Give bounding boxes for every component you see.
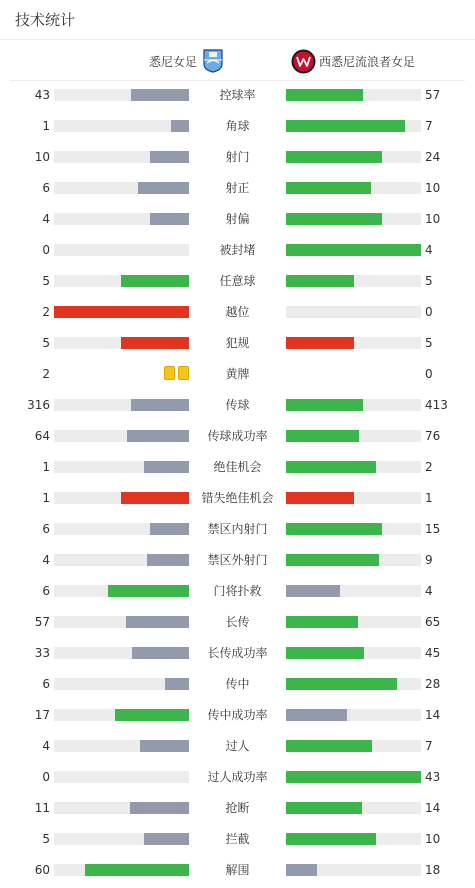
home-value: 5 — [42, 832, 50, 846]
stat-label: 被封堵 — [219, 243, 256, 257]
stat-row — [0, 116, 475, 136]
away-bar-fill — [286, 213, 382, 225]
home-bar-track — [54, 647, 189, 659]
home-bar-fill — [144, 833, 189, 845]
stat-label: 过人 — [225, 739, 250, 753]
home-value: 2 — [42, 305, 50, 319]
home-bar-track — [54, 244, 189, 256]
away-bar-fill — [286, 337, 354, 349]
home-value: 5 — [42, 336, 50, 350]
home-value: 43 — [34, 88, 50, 102]
home-bar-track — [54, 864, 189, 876]
home-bar-track — [54, 151, 189, 163]
away-value: 43 — [425, 770, 441, 784]
home-value: 0 — [42, 770, 50, 784]
home-bar-fill — [138, 182, 189, 194]
sydney-fc-crest-icon — [203, 49, 223, 73]
home-bar-track — [54, 89, 189, 101]
stat-label: 长传 — [225, 615, 250, 629]
away-bar-track — [286, 430, 421, 442]
away-value: 4 — [425, 584, 433, 598]
stat-label: 越位 — [225, 305, 250, 319]
away-bar-track — [286, 802, 421, 814]
home-bar-track — [54, 399, 189, 411]
away-bar-fill — [286, 678, 397, 690]
home-bar-fill — [127, 430, 189, 442]
away-bar-track — [286, 864, 421, 876]
home-bar-track — [54, 554, 189, 566]
stat-row — [0, 85, 475, 105]
home-value: 11 — [34, 801, 50, 815]
stat-row — [0, 674, 475, 694]
away-bar-fill — [286, 802, 362, 814]
home-value: 316 — [27, 398, 50, 412]
away-bar-fill — [286, 585, 340, 597]
home-value: 4 — [42, 739, 50, 753]
home-value: 6 — [42, 584, 50, 598]
away-bar-track — [286, 461, 421, 473]
away-bar-fill — [286, 399, 363, 411]
away-bar-track — [286, 647, 421, 659]
yellow-cards — [164, 366, 189, 380]
stat-row — [0, 302, 475, 322]
home-bar-fill — [132, 647, 189, 659]
away-value: 10 — [425, 832, 441, 846]
home-bar-track — [54, 523, 189, 535]
stat-row — [0, 271, 475, 291]
home-value: 2 — [42, 367, 50, 381]
away-bar-fill — [286, 771, 421, 783]
stat-row — [0, 519, 475, 539]
stat-label: 角球 — [225, 119, 250, 133]
stat-row — [0, 643, 475, 663]
stat-row — [0, 364, 475, 384]
away-value: 28 — [425, 677, 441, 691]
away-value: 14 — [425, 708, 441, 722]
home-bar-fill — [147, 554, 189, 566]
away-value: 2 — [425, 460, 433, 474]
home-value: 6 — [42, 522, 50, 536]
away-bar-fill — [286, 275, 354, 287]
away-bar-track — [286, 213, 421, 225]
away-bar-fill — [286, 833, 376, 845]
home-value: 6 — [42, 181, 50, 195]
home-bar-fill — [165, 678, 189, 690]
home-team-name: 悉尼女足 — [148, 54, 197, 69]
away-team — [291, 49, 415, 74]
stat-row — [0, 798, 475, 818]
home-value: 60 — [34, 863, 50, 877]
home-bar-track — [54, 120, 189, 132]
home-bar-track — [54, 306, 189, 318]
stat-label: 犯规 — [225, 336, 250, 350]
away-bar-fill — [286, 151, 382, 163]
stat-row — [0, 395, 475, 415]
stat-label: 拦截 — [225, 832, 250, 846]
home-bar-fill — [108, 585, 189, 597]
away-bar-track — [286, 585, 421, 597]
home-bar-fill — [150, 213, 189, 225]
home-bar-track — [54, 275, 189, 287]
away-bar-fill — [286, 554, 379, 566]
stat-row — [0, 240, 475, 260]
stat-row — [0, 333, 475, 353]
away-value: 14 — [425, 801, 441, 815]
stat-label: 绝佳机会 — [213, 460, 262, 474]
stat-label: 任意球 — [219, 274, 256, 288]
teams-bar — [10, 40, 465, 81]
home-value: 0 — [42, 243, 50, 257]
away-bar-track — [286, 492, 421, 504]
stat-label: 禁区内射门 — [207, 522, 268, 536]
away-bar-track — [286, 740, 421, 752]
away-value: 24 — [425, 150, 441, 164]
away-value: 45 — [425, 646, 441, 660]
home-bar-fill — [131, 399, 189, 411]
away-value: 5 — [425, 336, 433, 350]
home-bar-fill — [140, 740, 189, 752]
away-bar-track — [286, 678, 421, 690]
home-value: 1 — [42, 491, 50, 505]
away-value: 9 — [425, 553, 433, 567]
away-bar-fill — [286, 864, 317, 876]
away-bar-fill — [286, 244, 421, 256]
home-value: 57 — [34, 615, 50, 629]
home-bar-fill — [126, 616, 189, 628]
away-value: 413 — [425, 398, 448, 412]
away-value: 0 — [425, 305, 433, 319]
stat-row — [0, 550, 475, 570]
home-team — [149, 49, 223, 73]
home-bar-track — [54, 182, 189, 194]
away-value: 15 — [425, 522, 441, 536]
away-value: 65 — [425, 615, 441, 629]
away-bar-fill — [286, 740, 372, 752]
away-bar-track — [286, 523, 421, 535]
stat-label: 控球率 — [219, 88, 256, 102]
home-bar-fill — [54, 306, 189, 318]
stat-row — [0, 457, 475, 477]
away-bar-track — [286, 771, 421, 783]
away-value: 76 — [425, 429, 441, 443]
away-bar-track — [286, 151, 421, 163]
away-bar-track — [286, 337, 421, 349]
home-bar-fill — [131, 89, 189, 101]
stat-row — [0, 581, 475, 601]
yellow-card-icon — [178, 366, 189, 380]
western-sydney-wanderers-crest-icon — [291, 49, 316, 74]
stats-header — [0, 0, 475, 40]
away-bar-fill — [286, 89, 363, 101]
stat-row — [0, 612, 475, 632]
home-bar-track — [54, 430, 189, 442]
stat-label: 黄牌 — [225, 367, 250, 381]
home-bar-track — [54, 585, 189, 597]
away-bar-fill — [286, 461, 376, 473]
away-bar-fill — [286, 430, 359, 442]
home-bar-fill — [144, 461, 189, 473]
away-bar-fill — [286, 492, 354, 504]
home-value: 1 — [42, 119, 50, 133]
away-bar-fill — [286, 709, 347, 721]
stat-label: 射偏 — [225, 212, 250, 226]
home-bar-fill — [85, 864, 189, 876]
stat-label: 禁区外射门 — [207, 553, 268, 567]
home-value: 6 — [42, 677, 50, 691]
home-bar-track — [54, 616, 189, 628]
home-bar-track — [54, 678, 189, 690]
home-bar-fill — [115, 709, 189, 721]
home-bar-track — [54, 771, 189, 783]
stat-row — [0, 860, 475, 880]
away-bar-track — [286, 120, 421, 132]
stat-row — [0, 426, 475, 446]
away-bar-fill — [286, 182, 371, 194]
away-value: 10 — [425, 212, 441, 226]
stat-row — [0, 829, 475, 849]
home-value: 17 — [34, 708, 50, 722]
away-value: 10 — [425, 181, 441, 195]
stat-label: 门将扑救 — [213, 584, 262, 598]
away-value: 7 — [425, 739, 433, 753]
away-bar-track — [286, 833, 421, 845]
stat-label: 传中 — [225, 677, 250, 691]
stat-label: 传球成功率 — [207, 429, 268, 443]
away-bar-track — [286, 709, 421, 721]
home-value: 4 — [42, 212, 50, 226]
stat-row — [0, 488, 475, 508]
stat-row — [0, 209, 475, 229]
stat-label: 抢断 — [225, 801, 250, 815]
stat-label: 解围 — [225, 863, 250, 877]
stat-label: 过人成功率 — [207, 770, 268, 784]
away-bar-track — [286, 244, 421, 256]
away-value: 0 — [425, 367, 433, 381]
home-bar-track — [54, 833, 189, 845]
stat-row — [0, 178, 475, 198]
home-value: 10 — [34, 150, 50, 164]
stat-row — [0, 705, 475, 725]
away-bar-track — [286, 275, 421, 287]
stat-row — [0, 147, 475, 167]
home-value: 5 — [42, 274, 50, 288]
stat-label: 传中成功率 — [207, 708, 268, 722]
home-bar-track — [54, 802, 189, 814]
away-value: 7 — [425, 119, 433, 133]
home-bar-fill — [121, 337, 189, 349]
home-bar-track — [54, 709, 189, 721]
away-value: 18 — [425, 863, 441, 877]
stat-label: 传球 — [225, 398, 250, 412]
yellow-card-icon — [164, 366, 175, 380]
away-bar-fill — [286, 616, 358, 628]
home-bar-track — [54, 461, 189, 473]
home-bar-fill — [150, 523, 189, 535]
away-bar-track — [286, 182, 421, 194]
home-bar-track — [54, 492, 189, 504]
page-title: 技术统计 — [15, 11, 76, 29]
home-bar-track — [54, 337, 189, 349]
home-bar-fill — [130, 802, 189, 814]
home-bar-fill — [171, 120, 189, 132]
stat-label: 射门 — [225, 150, 250, 164]
home-bar-fill — [121, 492, 189, 504]
away-value: 5 — [425, 274, 433, 288]
away-bar-fill — [286, 523, 382, 535]
stat-label: 长传成功率 — [207, 646, 268, 660]
home-bar-fill — [121, 275, 189, 287]
away-bar-track — [286, 616, 421, 628]
home-bar-fill — [150, 151, 189, 163]
away-bar-fill — [286, 120, 405, 132]
home-value: 64 — [34, 429, 50, 443]
away-bar-track — [286, 89, 421, 101]
away-bar-track — [286, 554, 421, 566]
stat-row — [0, 736, 475, 756]
stat-label: 错失绝佳机会 — [201, 491, 274, 505]
away-value: 1 — [425, 491, 433, 505]
away-value: 4 — [425, 243, 433, 257]
home-bar-track — [54, 740, 189, 752]
home-value: 1 — [42, 460, 50, 474]
away-bar-track — [286, 399, 421, 411]
away-bar-track — [286, 306, 421, 318]
away-team-name: 西悉尼流浪者女足 — [319, 55, 416, 69]
home-bar-track — [54, 213, 189, 225]
away-value: 57 — [425, 88, 441, 102]
stat-row — [0, 767, 475, 787]
home-value: 4 — [42, 553, 50, 567]
away-bar-fill — [286, 647, 364, 659]
stat-label: 射正 — [225, 181, 250, 195]
home-value: 33 — [34, 646, 50, 660]
